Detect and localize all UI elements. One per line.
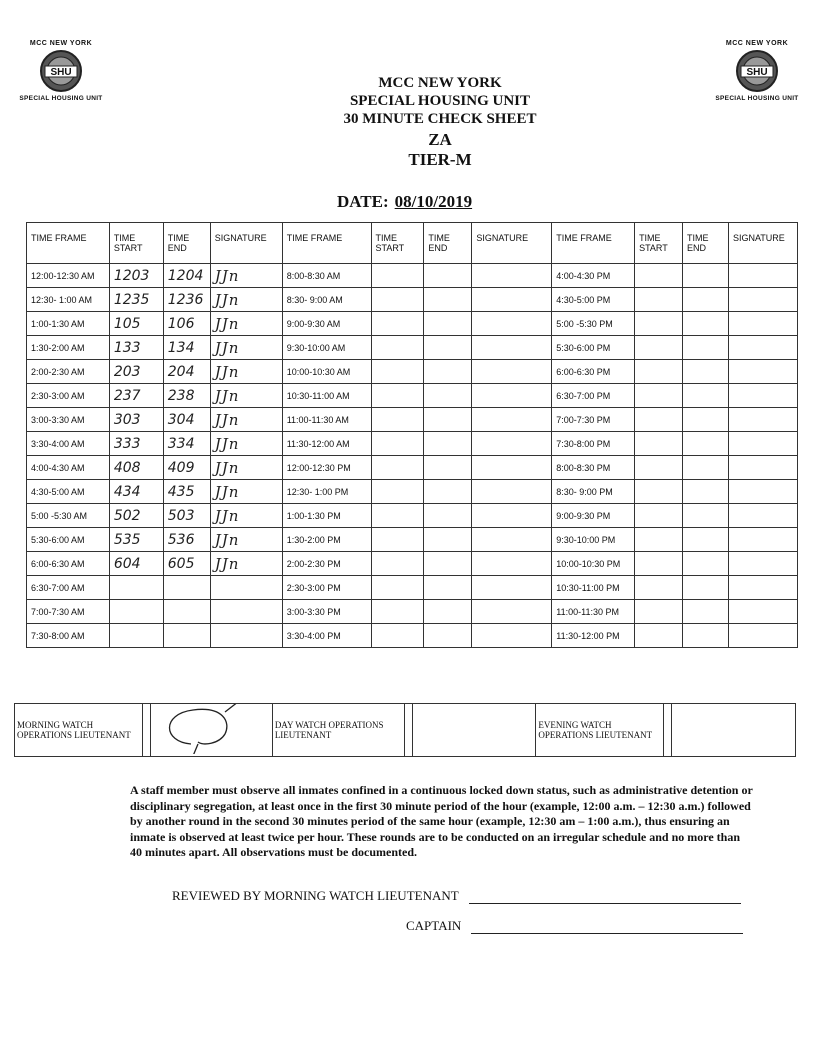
col-header: TIME START: [109, 223, 163, 264]
time-start-cell[interactable]: [109, 576, 163, 600]
header-unit: ZA: [428, 130, 452, 149]
time-frame-cell: 10:00-10:30 PM: [552, 552, 635, 576]
signature-cell[interactable]: [728, 504, 797, 528]
time-end-cell[interactable]: 304: [163, 408, 210, 432]
time-end-cell[interactable]: [424, 624, 472, 648]
time-start-cell[interactable]: 1203: [109, 264, 163, 288]
signature-cell[interactable]: [210, 576, 282, 600]
check-row: [27, 504, 798, 528]
time-start-cell[interactable]: [635, 480, 683, 504]
time-start-cell[interactable]: [371, 504, 424, 528]
time-start-cell[interactable]: [371, 288, 424, 312]
time-start-cell[interactable]: [635, 264, 683, 288]
time-frame-cell: 2:00-2:30 PM: [282, 552, 371, 576]
time-end-cell[interactable]: 204: [163, 360, 210, 384]
morning-watch-label: MORNING WATCH OPERATIONS LIEUTENANT: [15, 704, 143, 757]
time-end-cell[interactable]: [424, 480, 472, 504]
time-frame-cell: 2:30-3:00 PM: [282, 576, 371, 600]
observation-policy-notice: A staff member must observe all inmates confined in a continuous locked down status, such as administrative detention or disciplinary segregation, at least once in the first 30 minute period of the hour (example, 12:00 a.m. – 12:30 a.m.) followed by another round in the second 30 minutes period of the same hour (example, 12:30 am – 1:00 a.m.), thus ensuring an inmate is observed at least twice per hour. These rounds are to be conducted on an irregular schedule and no more than 40 minutes apart. All observations must be documented.: [130, 783, 753, 859]
time-end-cell[interactable]: 334: [163, 432, 210, 456]
time-start-cell[interactable]: [371, 336, 424, 360]
captain-label: CAPTAIN: [406, 918, 462, 933]
time-start-cell[interactable]: 408: [109, 456, 163, 480]
time-start-cell[interactable]: 502: [109, 504, 163, 528]
signature-cell[interactable]: [472, 384, 552, 408]
time-end-cell[interactable]: [683, 336, 729, 360]
time-frame-cell: 12:30- 1:00 PM: [282, 480, 371, 504]
check-row: [27, 264, 798, 288]
time-frame-cell: 7:00-7:30 PM: [552, 408, 635, 432]
col-header: TIME FRAME: [282, 223, 371, 264]
time-frame-cell: 2:30-3:00 AM: [27, 384, 110, 408]
time-start-cell[interactable]: [371, 552, 424, 576]
time-end-cell[interactable]: [424, 336, 472, 360]
time-start-cell[interactable]: [371, 576, 424, 600]
time-start-cell[interactable]: [371, 384, 424, 408]
time-start-cell[interactable]: [371, 264, 424, 288]
check-grid: [26, 222, 798, 648]
time-end-cell[interactable]: 605: [163, 552, 210, 576]
time-frame-cell: 10:00-10:30 AM: [282, 360, 371, 384]
captain-signature-line[interactable]: [471, 919, 743, 934]
header-line-1: MCC NEW YORK: [378, 75, 502, 91]
signature-cell[interactable]: [472, 600, 552, 624]
signature-cell[interactable]: [728, 408, 797, 432]
col-header: TIME FRAME: [27, 223, 110, 264]
time-frame-cell: 12:30- 1:00 AM: [27, 288, 110, 312]
check-row: [27, 384, 798, 408]
signature-cell[interactable]: JJn: [210, 360, 282, 384]
time-frame-cell: 10:30-11:00 AM: [282, 384, 371, 408]
logo-bottom-text: SPECIAL HOUSING UNIT: [715, 95, 799, 102]
signature-cell[interactable]: [728, 336, 797, 360]
signature-cell[interactable]: [728, 552, 797, 576]
time-end-cell[interactable]: [683, 504, 729, 528]
time-end-cell[interactable]: [683, 288, 729, 312]
time-start-cell[interactable]: [371, 456, 424, 480]
signature-cell[interactable]: [472, 336, 552, 360]
time-frame-cell: 4:00-4:30 AM: [27, 456, 110, 480]
time-end-cell[interactable]: [424, 408, 472, 432]
signature-cell[interactable]: [472, 408, 552, 432]
captain-signoff: [406, 918, 743, 934]
time-start-cell[interactable]: [635, 336, 683, 360]
time-frame-cell: 3:30-4:00 AM: [27, 432, 110, 456]
time-frame-cell: 5:00 -5:30 AM: [27, 504, 110, 528]
check-row: [27, 288, 798, 312]
time-start-cell[interactable]: 434: [109, 480, 163, 504]
time-end-cell[interactable]: 134: [163, 336, 210, 360]
time-start-cell[interactable]: 237: [109, 384, 163, 408]
signature-cell[interactable]: [472, 624, 552, 648]
signature-cell[interactable]: [210, 600, 282, 624]
time-end-cell[interactable]: [683, 528, 729, 552]
evening-watch-label: EVENING WATCH OPERATIONS LIEUTENANT: [536, 704, 664, 757]
reviewed-by-label: REVIEWED BY MORNING WATCH LIEUTENANT: [172, 888, 459, 903]
signature-cell[interactable]: [728, 264, 797, 288]
reviewed-by-signoff: [172, 888, 741, 904]
time-frame-cell: 5:30-6:00 PM: [552, 336, 635, 360]
time-end-cell[interactable]: [424, 552, 472, 576]
signature-cell[interactable]: [728, 288, 797, 312]
time-end-cell[interactable]: [683, 384, 729, 408]
time-start-cell[interactable]: [635, 288, 683, 312]
check-row: [27, 432, 798, 456]
signature-cell[interactable]: [472, 480, 552, 504]
time-start-cell[interactable]: 203: [109, 360, 163, 384]
time-start-cell[interactable]: [371, 432, 424, 456]
time-frame-cell: 3:00-3:30 AM: [27, 408, 110, 432]
time-frame-cell: 9:00-9:30 PM: [552, 504, 635, 528]
time-frame-cell: 6:30-7:00 PM: [552, 384, 635, 408]
time-start-cell[interactable]: [635, 432, 683, 456]
col-header: TIME END: [424, 223, 472, 264]
time-frame-cell: 3:30-4:00 PM: [282, 624, 371, 648]
signature-cell[interactable]: JJn: [210, 456, 282, 480]
time-frame-cell: 9:30-10:00 AM: [282, 336, 371, 360]
signature-cell[interactable]: JJn: [210, 432, 282, 456]
col-header: TIME END: [163, 223, 210, 264]
check-row: [27, 360, 798, 384]
watch-signoff-table: [14, 703, 796, 757]
time-end-cell[interactable]: [424, 288, 472, 312]
time-frame-cell: 4:00-4:30 PM: [552, 264, 635, 288]
signature-cell[interactable]: [472, 528, 552, 552]
time-end-cell[interactable]: [683, 552, 729, 576]
time-end-cell[interactable]: 1204: [163, 264, 210, 288]
time-frame-cell: 8:30- 9:00 PM: [552, 480, 635, 504]
time-end-cell[interactable]: [424, 432, 472, 456]
time-end-cell[interactable]: [683, 480, 729, 504]
time-frame-cell: 5:30-6:00 AM: [27, 528, 110, 552]
signature-cell[interactable]: [728, 624, 797, 648]
time-end-cell[interactable]: [424, 312, 472, 336]
time-start-cell[interactable]: 133: [109, 336, 163, 360]
check-row: [27, 336, 798, 360]
time-end-cell[interactable]: [424, 360, 472, 384]
signature-cell[interactable]: JJn: [210, 336, 282, 360]
time-start-cell[interactable]: [635, 552, 683, 576]
signature-cell[interactable]: [728, 600, 797, 624]
logo-top-text: MCC NEW YORK: [29, 40, 93, 47]
date-value: 08/10/2019: [394, 192, 473, 211]
time-start-cell[interactable]: [635, 528, 683, 552]
time-start-cell[interactable]: 333: [109, 432, 163, 456]
time-frame-cell: 3:00-3:30 PM: [282, 600, 371, 624]
col-header: SIGNATURE: [728, 223, 797, 264]
time-end-cell[interactable]: [424, 456, 472, 480]
time-frame-cell: 8:00-8:30 AM: [282, 264, 371, 288]
document-header: [0, 74, 816, 170]
time-frame-cell: 4:30-5:00 PM: [552, 288, 635, 312]
time-start-cell[interactable]: [635, 504, 683, 528]
time-start-cell[interactable]: [371, 360, 424, 384]
signature-cell[interactable]: [728, 528, 797, 552]
check-row: [27, 600, 798, 624]
time-end-cell[interactable]: [683, 432, 729, 456]
time-start-cell[interactable]: [371, 408, 424, 432]
signature-cell[interactable]: [472, 576, 552, 600]
signature-cell[interactable]: JJn: [210, 528, 282, 552]
signature-cell[interactable]: JJn: [210, 312, 282, 336]
col-header: TIME START: [371, 223, 424, 264]
reviewed-by-signature-line[interactable]: [469, 889, 741, 904]
time-end-cell[interactable]: 1236: [163, 288, 210, 312]
time-end-cell[interactable]: [683, 264, 729, 288]
col-header: SIGNATURE: [472, 223, 552, 264]
signature-cell[interactable]: [728, 432, 797, 456]
signature-cell[interactable]: [472, 288, 552, 312]
time-end-cell[interactable]: [163, 624, 210, 648]
date-label: DATE:: [337, 192, 389, 211]
time-frame-cell: 6:00-6:30 PM: [552, 360, 635, 384]
time-start-cell[interactable]: [635, 576, 683, 600]
time-frame-cell: 9:30-10:00 PM: [552, 528, 635, 552]
time-frame-cell: 11:30-12:00 AM: [282, 432, 371, 456]
evening-watch-signature-field[interactable]: [672, 704, 796, 757]
signature-cell[interactable]: [728, 456, 797, 480]
time-end-cell[interactable]: [424, 504, 472, 528]
time-frame-cell: 8:00-8:30 PM: [552, 456, 635, 480]
time-end-cell[interactable]: [163, 600, 210, 624]
signature-cell[interactable]: [472, 456, 552, 480]
signature-cell[interactable]: JJn: [210, 504, 282, 528]
header-tier: TIER-M: [408, 150, 472, 169]
signature-cell[interactable]: [728, 312, 797, 336]
time-frame-cell: 8:30- 9:00 AM: [282, 288, 371, 312]
time-start-cell[interactable]: [635, 408, 683, 432]
signature-cell[interactable]: JJn: [210, 552, 282, 576]
logo-bottom-text: SPECIAL HOUSING UNIT: [19, 95, 103, 102]
signature-cell[interactable]: JJn: [210, 384, 282, 408]
time-end-cell[interactable]: [424, 384, 472, 408]
time-start-cell[interactable]: [635, 456, 683, 480]
time-end-cell[interactable]: 238: [163, 384, 210, 408]
time-frame-cell: 6:30-7:00 AM: [27, 576, 110, 600]
time-frame-cell: 11:00-11:30 AM: [282, 408, 371, 432]
signature-cell[interactable]: JJn: [210, 264, 282, 288]
evening-watch-gap: [664, 704, 672, 757]
signature-cell[interactable]: JJn: [210, 480, 282, 504]
time-frame-cell: 11:30-12:00 PM: [552, 624, 635, 648]
signature-cell[interactable]: [472, 360, 552, 384]
signature-cell[interactable]: JJn: [210, 408, 282, 432]
signature-cell[interactable]: [728, 384, 797, 408]
check-row: [27, 480, 798, 504]
check-row: [27, 456, 798, 480]
time-start-cell[interactable]: [371, 312, 424, 336]
signature-cell[interactable]: [472, 504, 552, 528]
time-end-cell[interactable]: 409: [163, 456, 210, 480]
signature-cell[interactable]: [728, 480, 797, 504]
col-header: TIME FRAME: [552, 223, 635, 264]
signature-cell[interactable]: [210, 624, 282, 648]
time-start-cell[interactable]: [635, 600, 683, 624]
col-header: SIGNATURE: [210, 223, 282, 264]
time-frame-cell: 11:00-11:30 PM: [552, 600, 635, 624]
check-row: [27, 624, 798, 648]
time-end-cell[interactable]: [683, 360, 729, 384]
time-end-cell[interactable]: [683, 456, 729, 480]
time-start-cell[interactable]: 303: [109, 408, 163, 432]
time-start-cell[interactable]: 1235: [109, 288, 163, 312]
day-watch-gap: [404, 704, 412, 757]
time-frame-cell: 1:30-2:00 PM: [282, 528, 371, 552]
time-frame-cell: 12:00-12:30 PM: [282, 456, 371, 480]
signature-cell[interactable]: [472, 552, 552, 576]
day-watch-signature-field[interactable]: [412, 704, 536, 757]
col-header: TIME START: [635, 223, 683, 264]
signature-cell[interactable]: JJn: [210, 288, 282, 312]
time-start-cell[interactable]: [371, 480, 424, 504]
time-start-cell[interactable]: [371, 600, 424, 624]
time-end-cell[interactable]: 106: [163, 312, 210, 336]
time-frame-cell: 7:00-7:30 AM: [27, 600, 110, 624]
time-frame-cell: 7:30-8:00 AM: [27, 624, 110, 648]
time-frame-cell: 9:00-9:30 AM: [282, 312, 371, 336]
time-frame-cell: 6:00-6:30 AM: [27, 552, 110, 576]
time-end-cell[interactable]: [424, 264, 472, 288]
logo-top-text: MCC NEW YORK: [725, 40, 789, 47]
time-end-cell[interactable]: [683, 600, 729, 624]
date-line: [337, 192, 472, 212]
time-start-cell[interactable]: 105: [109, 312, 163, 336]
header-line-3: 30 MINUTE CHECK SHEET: [343, 111, 537, 127]
morning-watch-signature-field[interactable]: [150, 704, 272, 757]
signature-cell[interactable]: [472, 432, 552, 456]
time-end-cell[interactable]: [424, 528, 472, 552]
time-end-cell[interactable]: [683, 408, 729, 432]
check-row: [27, 552, 798, 576]
time-start-cell[interactable]: [635, 624, 683, 648]
morning-watch-gap: [142, 704, 150, 757]
check-row: [27, 312, 798, 336]
check-row: [27, 528, 798, 552]
seal-text: SHU: [746, 67, 768, 78]
time-frame-cell: 7:30-8:00 PM: [552, 432, 635, 456]
check-row: [27, 408, 798, 432]
grid-header-row: [27, 223, 798, 264]
time-end-cell[interactable]: 435: [163, 480, 210, 504]
time-end-cell[interactable]: [683, 312, 729, 336]
time-start-cell[interactable]: [109, 624, 163, 648]
signature-cell[interactable]: [728, 360, 797, 384]
time-end-cell[interactable]: [424, 576, 472, 600]
time-frame-cell: 10:30-11:00 PM: [552, 576, 635, 600]
time-end-cell[interactable]: 503: [163, 504, 210, 528]
time-frame-cell: 1:00-1:30 AM: [27, 312, 110, 336]
time-end-cell[interactable]: [683, 624, 729, 648]
time-start-cell[interactable]: [635, 384, 683, 408]
signature-cell[interactable]: [728, 576, 797, 600]
time-end-cell[interactable]: [163, 576, 210, 600]
time-start-cell[interactable]: 604: [109, 552, 163, 576]
time-frame-cell: 5:00 -5:30 PM: [552, 312, 635, 336]
signature-cell[interactable]: [472, 312, 552, 336]
signature-cell[interactable]: [472, 264, 552, 288]
time-start-cell[interactable]: 535: [109, 528, 163, 552]
time-start-cell[interactable]: [635, 312, 683, 336]
time-end-cell[interactable]: [424, 600, 472, 624]
check-row: [27, 576, 798, 600]
seal-text: SHU: [50, 67, 72, 78]
day-watch-label: DAY WATCH OPERATIONS LIEUTENANT: [272, 704, 404, 757]
time-start-cell[interactable]: [371, 528, 424, 552]
time-end-cell[interactable]: [683, 576, 729, 600]
header-line-2: SPECIAL HOUSING UNIT: [349, 93, 531, 109]
lieutenant-signature-scribble: [153, 704, 263, 754]
time-frame-cell: 1:30-2:00 AM: [27, 336, 110, 360]
col-header: TIME END: [683, 223, 729, 264]
time-frame-cell: 4:30-5:00 AM: [27, 480, 110, 504]
time-start-cell[interactable]: [635, 360, 683, 384]
time-frame-cell: 2:00-2:30 AM: [27, 360, 110, 384]
time-start-cell[interactable]: [371, 624, 424, 648]
time-end-cell[interactable]: 536: [163, 528, 210, 552]
time-frame-cell: 1:00-1:30 PM: [282, 504, 371, 528]
time-frame-cell: 12:00-12:30 AM: [27, 264, 110, 288]
time-start-cell[interactable]: [109, 600, 163, 624]
